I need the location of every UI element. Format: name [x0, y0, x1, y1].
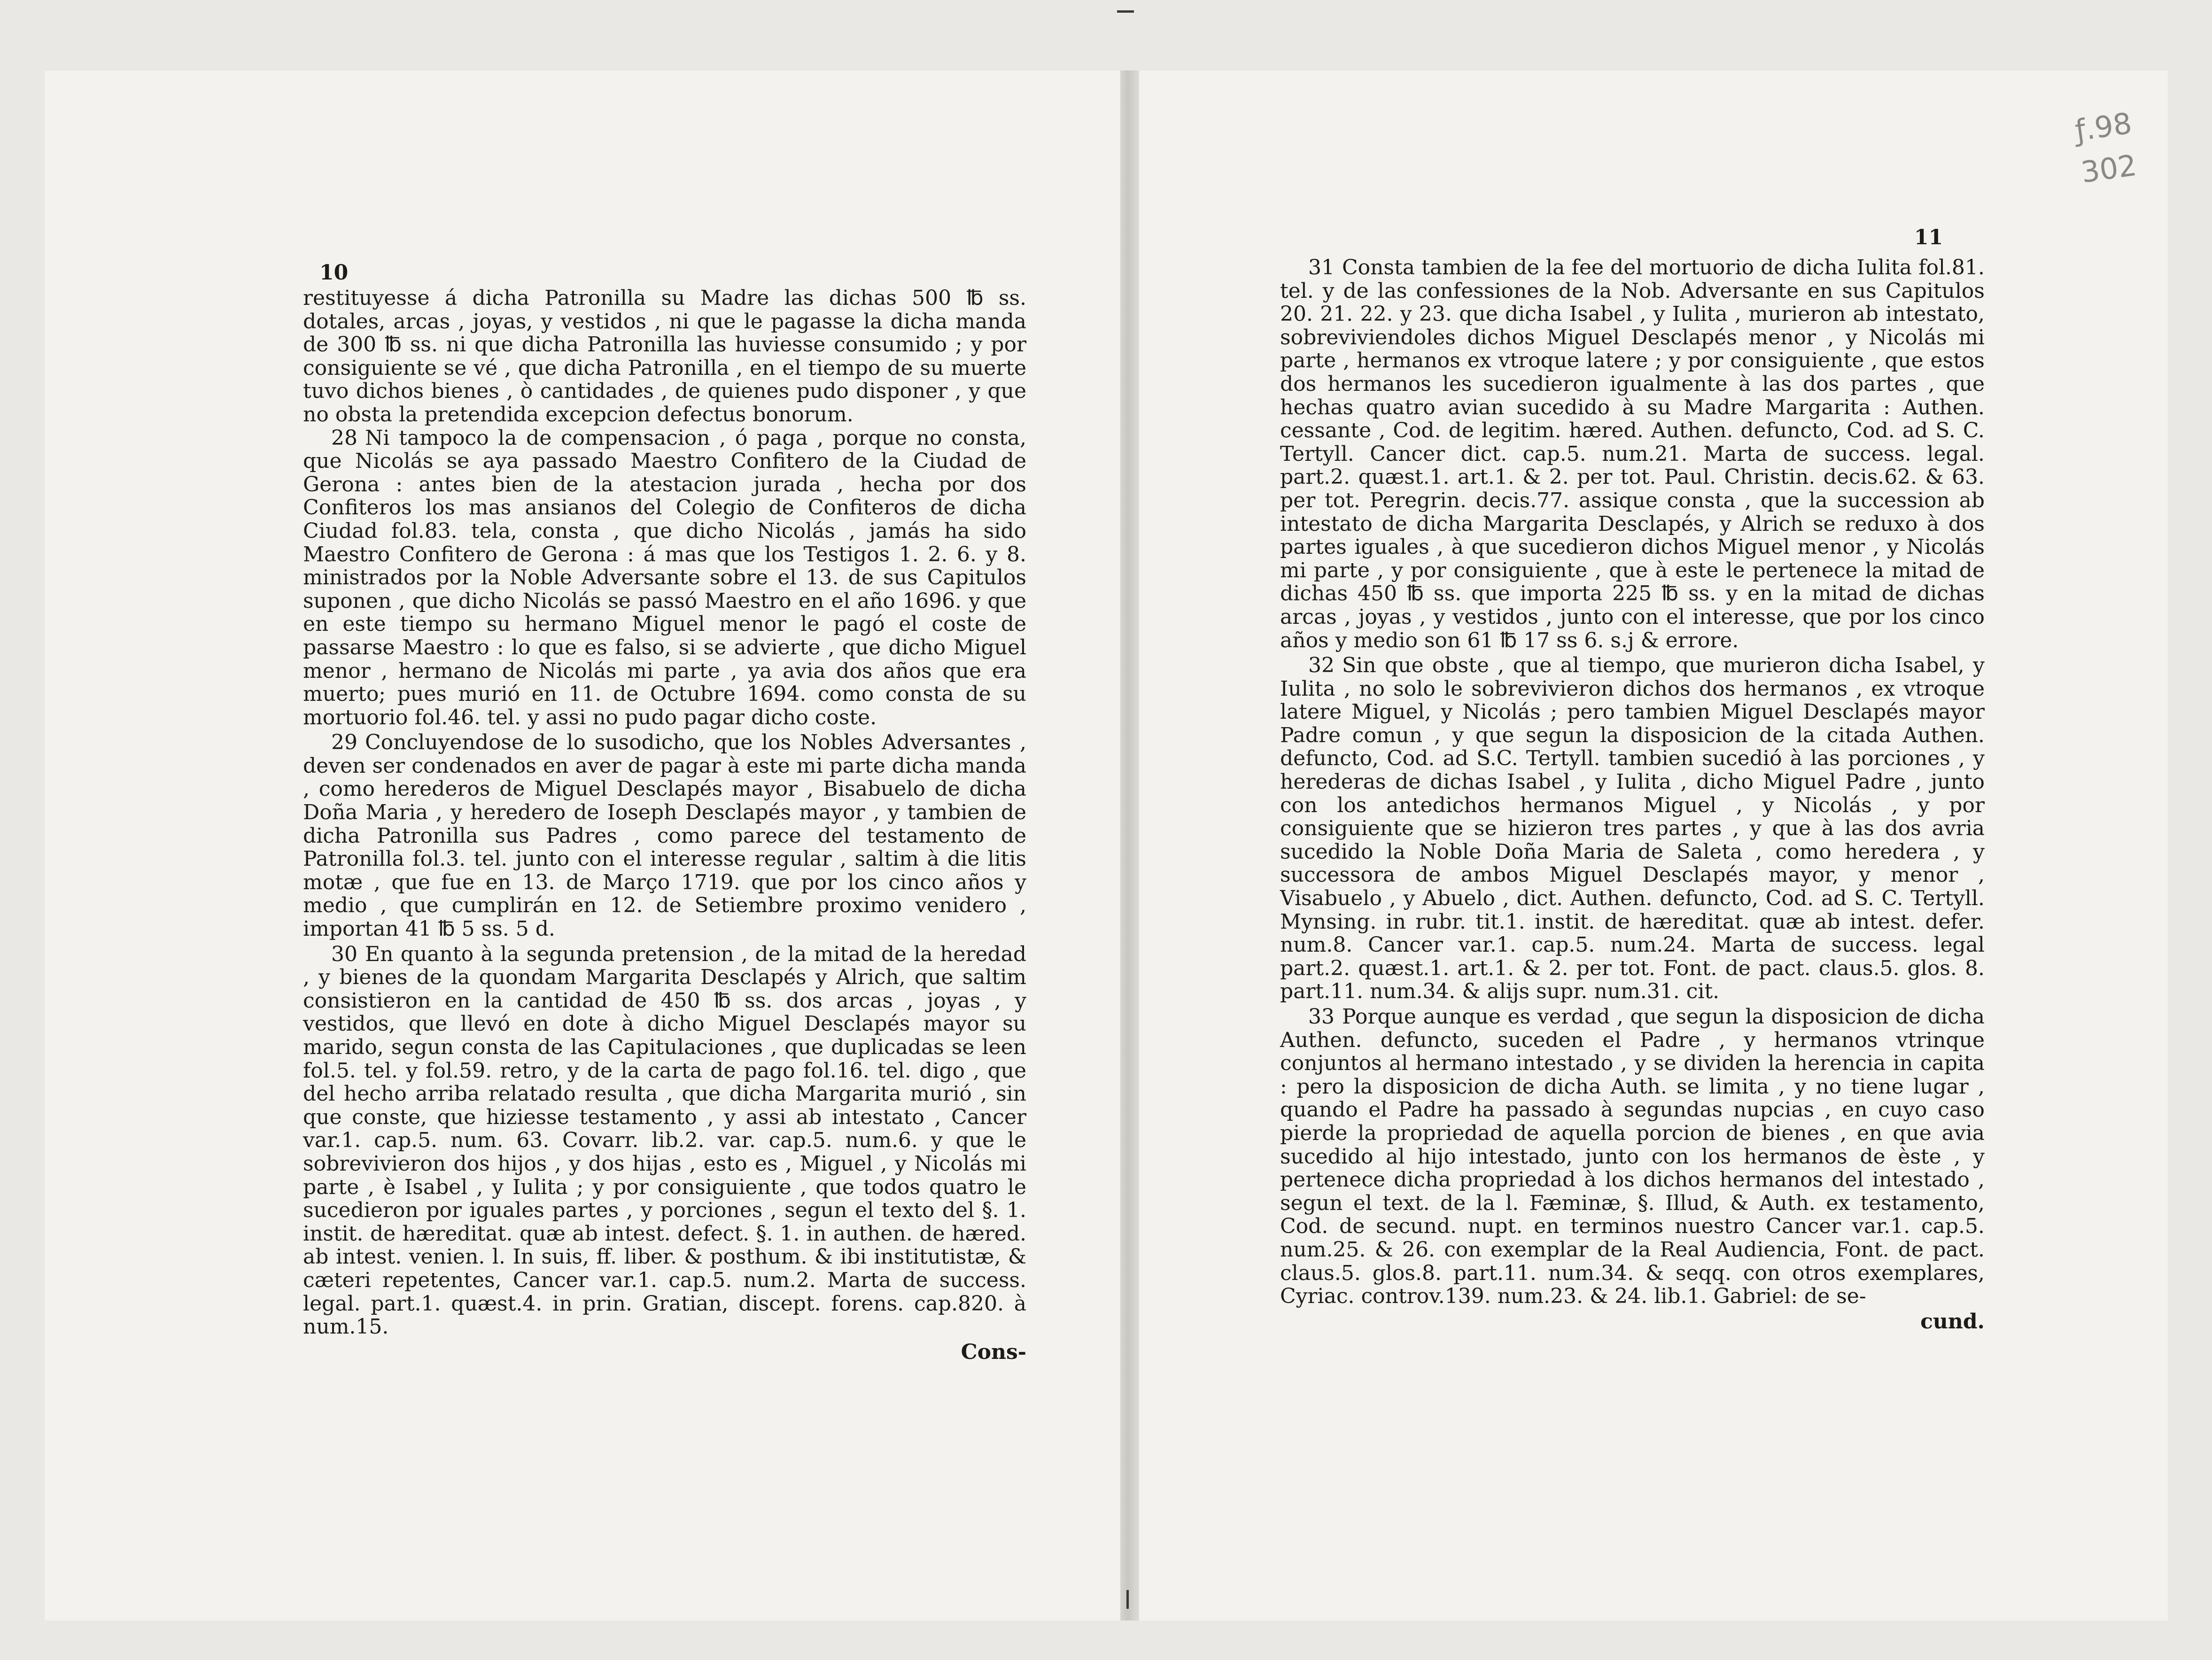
paragraph-number: 32: [1308, 653, 1335, 678]
catchword: cund.: [1920, 1309, 1985, 1334]
paragraph-28: [303, 427, 1026, 729]
right-page-number: 11: [1914, 225, 1943, 249]
paragraph-number: 28: [331, 426, 357, 450]
opening-paragraph: restituyesse á dicha Patronilla su Madre las dichas 500 ℔ ss. dotales, arcas , joyas, y vestidos , ni que le pagasse la dicha manda de 300 ℔ ss. ni que dicha Patronilla las huviesse consumido ; y por consiguiente se vé , que dicha Patronilla , en el tiempo de su muerte tuvo dichos bienes , ò cantidades , de quienes pudo disponer , y que no obsta la pretendida excepcion defectus bonorum.: [303, 286, 1026, 427]
pencil-note-line: 302: [2079, 147, 2139, 190]
pencil-note-line: ƒ.98: [2072, 106, 2134, 148]
paragraph-text: Concluyendose de lo susodicho, que los Nobles Adversantes , deven ser condenados en aver de pagar à este mi parte dicha manda , como herederos de Miguel Desclapés mayor , Bisabuelo de dicha Doña Maria , y heredero de Ioseph Desclapés mayor , y tambien de dicha Patronilla sus Padres , como parece del testamento de Patronilla fol.3. tel. junto con el interesse regular , saltim à die litis motæ , que fue en 13. de Março 1719. que por los cinco años y medio , que cumplirán en 12. de Setiembre proximo venidero , importan 41 ℔ 5 ss. 5 d.: [303, 730, 1026, 941]
book-spread: [45, 70, 2168, 1621]
right-page: [1139, 70, 2168, 1621]
paragraph-31: [1280, 256, 1985, 652]
paragraph-text: Sin que obste , que al tiempo, que murieron dicha Isabel, y Iulita , no solo le sobrevivieron dichos dos hermanos , ex vtroque latere Miguel, y Nicolás ; pero tambien Miguel Desclapés mayor Padre comun , y que segun la disposicion de la citada Authen. defuncto, Cod. ad S.C. Tertyll. tambien sucedió à las porciones , y herederas de dichas Isabel , y Iulita , dicho Miguel Padre , junto con los antedichos hermanos Miguel , y Nicolás , y por consiguiente que se hizieron tres partes , y que à las dos avria sucedido la Noble Doña Maria de Saleta , como heredera , y successora de ambos Miguel Desclapés mayor, y menor , Visabuelo , y Abuelo , dict. Authen. defuncto, Cod. ad S. C. Tertyll. Mynsing. in rubr. tit.1. instit. de hæreditat. quæ ab intest. defer. num.8. Cancer var.1. cap.5. num.24. Marta de success. legal part.2. quæst.1. art.1. & 2. per tot. Font. de pact. claus.5. glos. 8. part.11. num.34. & alijs supr. num.31. cit.: [1280, 653, 1985, 1004]
paragraph-text: En quanto à la segunda pretension , de la mitad de la heredad , y bienes de la quondam Margarita Desclapés y Alrich, que saltim consistieron en la cantidad de 450 ℔ ss. dos arcas , joyas , y vestidos, que llevó en dote à dicho Miguel Desclapés mayor su marido, segun consta de las Capitulaciones , que duplicadas se leen fol.5. tel. y fol.59. retro, y de la carta de pago fol.16. tel. digo , que del hecho arriba relatado resulta , que dicha Margarita murió , sin que conste, que hiziesse testamento , y assi ab intestato , Cancer var.1. cap.5. num. 63. Covarr. lib.2. var. cap.5. num.6. y que le sobrevivieron dos hijos , y dos hijas , esto es , Miguel , y Nicolás mi parte , è Isabel , y Iulita ; y por consiguiente , que todos quatro le sucedieron por iguales partes , y porciones , segun el texto del §. 1. instit. de hæreditat. quæ ab intest. defect. §. 1. in authen. de hæred. ab intest. venien. l. In suis, ff. liber. & posthum. & ibi institutistæ, & cæteri repetentes, Cancer var.1. cap.5. num.2. Marta de success. legal. part.1. quæst.4. in prin. Gratian, discept. forens. cap.820. à num.15.: [303, 942, 1026, 1339]
pencil-folio-note: [2072, 102, 2140, 194]
paragraph-text: Ni tampoco la de compensacion , ó paga , porque no consta, que Nicolás se aya passado Maestro Confitero de la Ciudad de Gerona : antes bien de la atestacion jurada , hecha por dos Confiteros los mas ansianos del Colegio de Confiteros de dicha Ciudad fol.83. tela, consta , que dicho Nicolás , jamás ha sido Maestro Confitero de Gerona : á mas que los Testigos 1. 2. 6. y 8. ministrados por la Noble Adversante sobre el 13. de sus Capitulos suponen , que dicho Nicolás se passó Maestro en el año 1696. y que en este tiempo su hermano Miguel menor le pagó el coste de passarse Maestro : lo que es falso, si se advierte , que dicho Miguel menor , hermano de Nicolás mi parte , ya avia dos años que era muerto; pues murió en 11. de Octubre 1694. como consta de su mortuorio fol.46. tel. y assi no pudo pagar dicho coste.: [303, 426, 1026, 729]
top-edge-mark: [1117, 10, 1134, 13]
left-text-block: [303, 287, 1026, 1364]
book-gutter: [1120, 70, 1139, 1621]
left-page: [45, 70, 1120, 1621]
left-page-number: 10: [319, 261, 349, 285]
paragraph-number: 29: [331, 730, 357, 755]
paragraph-text: Consta tambien de la fee del mortuorio de dicha Iulita fol.81. tel. y de las confessiones de la Nob. Adversante en sus Capitulos 20. 21. 22. y 23. que dicha Isabel , y Iulita , murieron ab intestato, sobreviviendoles dichos Miguel Desclapés menor , y Nicolás mi parte , hermanos ex vtroque latere ; y por consiguiente , que estos dos hermanos les sucedieron igualmente à las dos partes , que hechas quatro avian sucedido à su Madre Margarita : Authen. cessante , Cod. de legitim. hæred. Authen. defuncto, Cod. ad S. C. Tertyll. Cancer dict. cap.5. num.21. Marta de success. legal. part.2. quæst.1. art.1. & 2. per tot. Paul. Christin. decis.62. & 63. per tot. Peregrin. decis.77. assique consta , que la succession ab intestato de dicha Margarita Desclapés, y Alrich se reduxo à dos partes iguales , à que sucedieron dichos Miguel menor , y Nicolás mi parte , y por consiguiente , que à este le pertenece la mitad de dichas 450 ℔ ss. que importa 225 ℔ ss. y en la mitad de dichas arcas , joyas , y vestidos , junto con el interesse, que por los cinco años y medio son 61 ℔ 17 ss 6. s.j & errore.: [1280, 256, 1985, 652]
catchword: Cons-: [961, 1340, 1026, 1364]
right-text-block: [1280, 256, 1985, 1333]
paragraph-text: Porque aunque es verdad , que segun la disposicion de dicha Authen. defuncto, suceden el Padre , y hermanos vtrinque conjuntos al hermano intestado , y se dividen la herencia in capita : pero la disposicion de dicha Auth. se limita , y no tiene lugar , quando el Padre ha passado à segundas nupcias , en cuyo caso pierde la propriedad de aquella porcion de bienes , en que avia sucedido al hijo intestado, junto con los hermanos de èste , y pertenece dicha propriedad à los dichos hermanos del intestado , segun el text. de la l. Fæminæ, §. Illud, & Auth. ex testamento, Cod. de secund. nupt. en terminos nuestro Cancer var.1. cap.5. num.25. & 26. con exemplar de la Real Audiencia, Font. de pact. claus.5. glos.8. part.11. num.34. & seqq. con otros exemplares, Cyriac. controv.139. num.23. & 24. lib.1. Gabriel: de se-: [1280, 1005, 1985, 1309]
paragraph-33: [1280, 1005, 1985, 1308]
paragraph-30: [303, 943, 1026, 1339]
bottom-edge-mark: [1126, 1590, 1129, 1609]
paragraph-number: 30: [331, 942, 357, 966]
paragraph-number: 33: [1308, 1005, 1335, 1029]
paragraph-32: [1280, 654, 1985, 1003]
paragraph-number: 31: [1308, 256, 1335, 279]
paragraph-29: [303, 731, 1026, 940]
